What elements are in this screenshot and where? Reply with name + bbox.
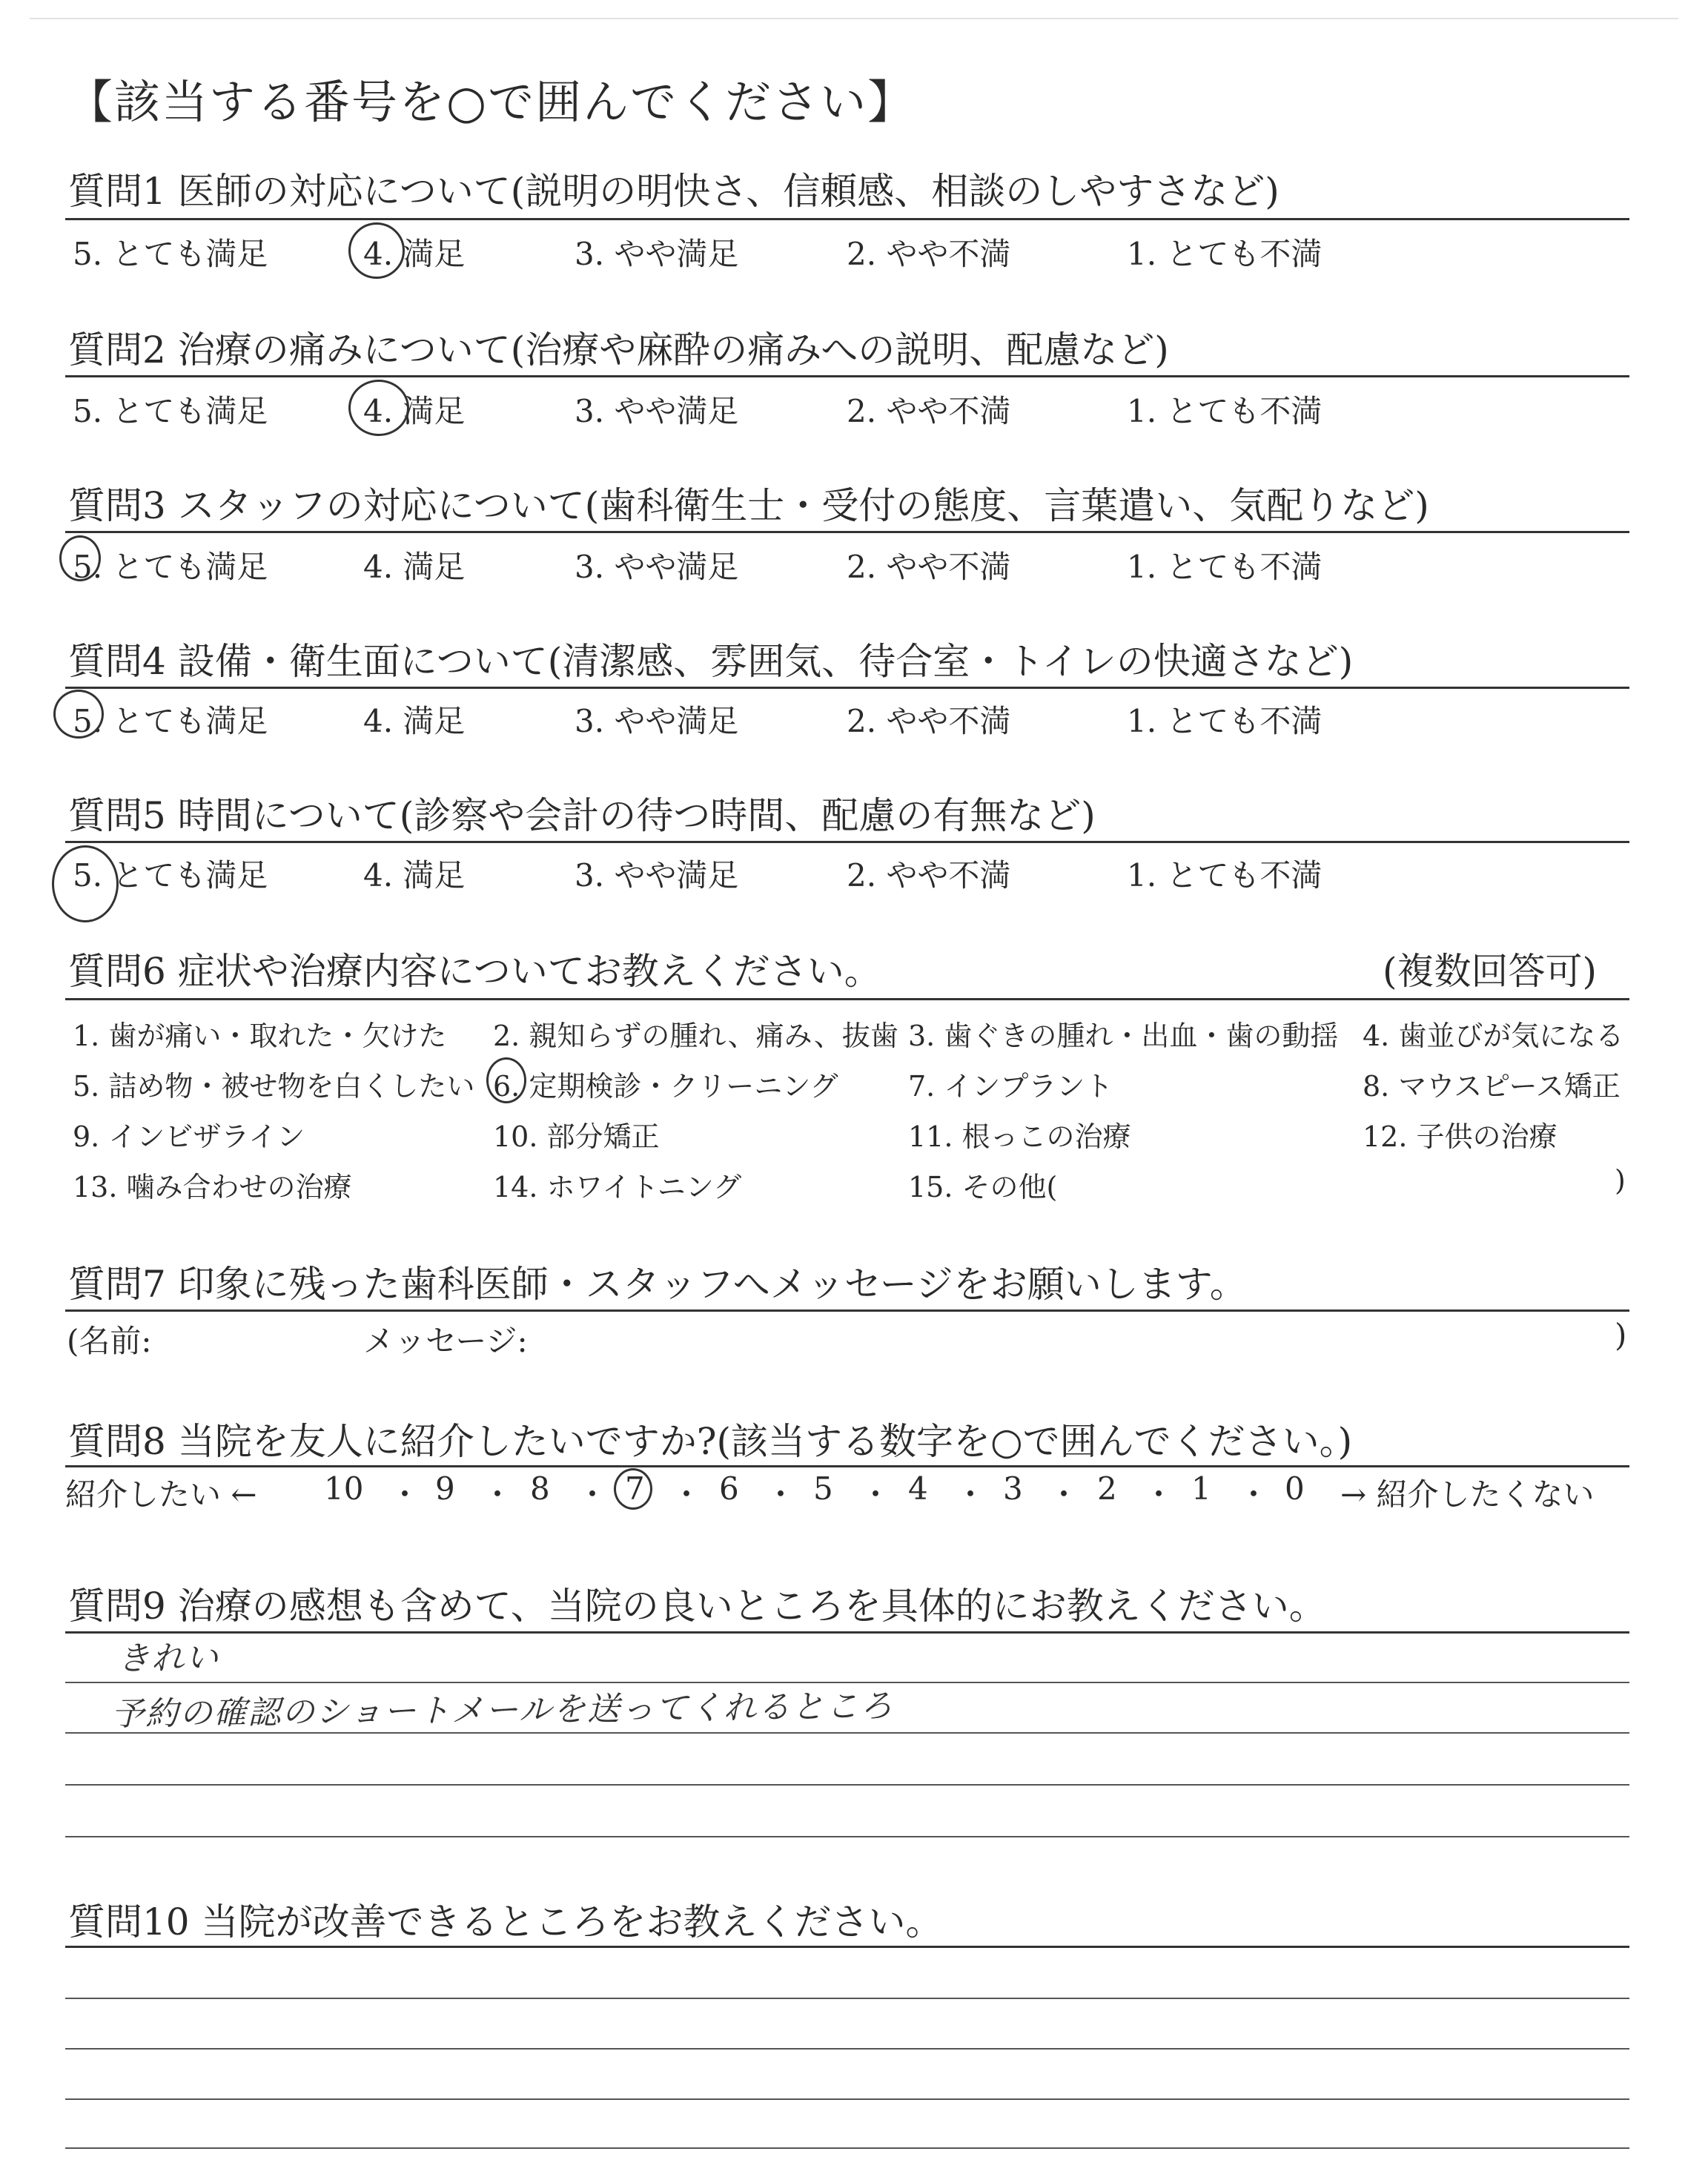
q3-option-3[interactable]: 3. やや満足 <box>575 549 739 585</box>
q8-separator: ・ <box>860 1476 892 1513</box>
q10-writing-line <box>65 2147 1629 2149</box>
q8-score-5[interactable]: 5 <box>813 1470 833 1507</box>
q6-multiple-answers-note: (複数回答可) <box>1382 950 1597 993</box>
q5-option-1[interactable]: 1. とても不満 <box>1127 857 1323 894</box>
q8-selection-circle <box>614 1468 652 1510</box>
q5-option-4[interactable]: 4. 満足 <box>363 857 466 894</box>
q6-item-4[interactable]: 4. 歯並びが気になる <box>1363 1020 1624 1052</box>
q6-selection-circle <box>486 1057 526 1103</box>
q4-option-2[interactable]: 2. やや不満 <box>847 703 1011 739</box>
q8-score-1[interactable]: 1 <box>1191 1470 1211 1507</box>
q8-score-8[interactable]: 8 <box>530 1470 550 1507</box>
q4-option-3[interactable]: 3. やや満足 <box>575 703 739 739</box>
q2-option-1[interactable]: 1. とても不満 <box>1127 393 1323 429</box>
q5-title: 質問5 時間について(診察や会計の待つ時間、配慮の有無など) <box>68 794 1096 837</box>
q9-writing-line <box>65 1732 1629 1734</box>
q8-separator: ・ <box>1048 1476 1080 1513</box>
q4-rule <box>65 687 1629 689</box>
q4-title: 質問4 設備・衛生面について(清潔感、雰囲気、待合室・トイレの快適さなど) <box>68 640 1354 683</box>
q3-option-1[interactable]: 1. とても不満 <box>1127 549 1323 585</box>
q9-writing-line <box>65 1836 1629 1837</box>
q10-rule <box>65 1946 1629 1948</box>
q6-item-11[interactable]: 11. 根っこの治療 <box>908 1120 1131 1153</box>
q9-rule <box>65 1631 1629 1634</box>
q5-option-3[interactable]: 3. やや満足 <box>575 857 739 894</box>
q6-item-6[interactable]: 6. 定期検診・クリーニング <box>493 1070 838 1103</box>
q8-score-2[interactable]: 2 <box>1097 1470 1117 1507</box>
q8-separator: ・ <box>671 1476 703 1513</box>
q8-left-label: 紹介したい ← <box>65 1476 257 1513</box>
q8-separator: ・ <box>577 1476 609 1513</box>
q2-selection-circle <box>348 380 409 436</box>
q8-separator: ・ <box>765 1476 797 1513</box>
q7-message-label: メッセージ: <box>363 1323 528 1359</box>
q8-score-0[interactable]: 0 <box>1285 1470 1305 1507</box>
q6-item-10[interactable]: 10. 部分矯正 <box>493 1120 660 1153</box>
q1-rule <box>65 218 1629 220</box>
q1-title: 質問1 医師の対応について(説明の明快さ、信頼感、相談のしやすさなど) <box>68 170 1280 213</box>
q10-title: 質問10 当院が改善できるところをお教えください。 <box>68 1900 943 1943</box>
q7-name-label: (名前: <box>67 1323 152 1359</box>
q9-writing-line <box>65 1784 1629 1786</box>
q8-rule <box>65 1465 1629 1467</box>
q2-option-4[interactable]: 4. 満足 <box>363 393 466 429</box>
q3-title: 質問3 スタッフの対応について(歯科衛生士・受付の態度、言葉遣い、気配りなど) <box>68 484 1429 527</box>
q3-rule <box>65 531 1629 533</box>
q4-option-1[interactable]: 1. とても不満 <box>1127 703 1323 739</box>
q6-item-7[interactable]: 7. インプラント <box>908 1070 1113 1103</box>
q3-option-4[interactable]: 4. 満足 <box>363 549 466 585</box>
q9-answer-line-2: 予約の確認のショートメールを送ってくれるところ <box>110 1687 895 1734</box>
q1-option-4[interactable]: 4. 満足 <box>363 236 466 272</box>
q10-writing-line <box>65 2048 1629 2050</box>
q6-item-14[interactable]: 14. ホワイトニング <box>493 1171 742 1203</box>
q6-item-13[interactable]: 13. 噛み合わせの治療 <box>73 1171 352 1203</box>
q1-option-2[interactable]: 2. やや不満 <box>847 236 1011 272</box>
q7-rule <box>65 1309 1629 1312</box>
q1-selection-circle <box>348 222 405 279</box>
q8-separator: ・ <box>955 1476 987 1513</box>
q6-item-2[interactable]: 2. 親知らずの腫れ、痛み、抜歯 <box>493 1020 898 1052</box>
q5-option-2[interactable]: 2. やや不満 <box>847 857 1011 894</box>
top-divider <box>30 18 1678 19</box>
q8-score-7[interactable]: 7 <box>625 1470 645 1507</box>
q5-option-5[interactable]: 5. とても満足 <box>73 857 268 894</box>
q6-rule <box>65 998 1629 1000</box>
q6-item-15[interactable]: 15. その他( <box>908 1171 1058 1203</box>
instruction-heading: 【該当する番号を○で囲んでください】 <box>67 75 916 129</box>
q7-close-paren: ) <box>1615 1317 1627 1353</box>
q9-title: 質問9 治療の感想も含めて、当院の良いところを具体的にお教えください。 <box>68 1585 1326 1628</box>
q2-option-5[interactable]: 5. とても満足 <box>73 393 268 429</box>
q5-selection-circle <box>52 845 119 922</box>
q1-option-5[interactable]: 5. とても満足 <box>73 236 268 272</box>
q8-score-3[interactable]: 3 <box>1003 1470 1023 1507</box>
q8-score-4[interactable]: 4 <box>908 1470 928 1507</box>
q8-separator: ・ <box>389 1476 421 1513</box>
q10-writing-line <box>65 2098 1629 2100</box>
q3-option-2[interactable]: 2. やや不満 <box>847 549 1011 585</box>
q6-item-12[interactable]: 12. 子供の治療 <box>1363 1120 1558 1153</box>
q2-title: 質問2 治療の痛みについて(治療や麻酔の痛みへの説明、配慮など) <box>68 328 1169 371</box>
q8-score-10[interactable]: 10 <box>324 1470 364 1507</box>
q5-rule <box>65 841 1629 843</box>
q9-answer-line-1: きれい <box>116 1639 220 1678</box>
q8-right-label: → 紹介したくない <box>1340 1476 1595 1513</box>
q3-selection-circle <box>59 535 101 581</box>
q8-separator: ・ <box>482 1476 514 1513</box>
q6-item-3[interactable]: 3. 歯ぐきの腫れ・出血・歯の動揺 <box>908 1020 1339 1052</box>
q7-title: 質問7 印象に残った歯科医師・スタッフへメッセージをお願いします。 <box>68 1263 1247 1306</box>
q6-item-9[interactable]: 9. インビザライン <box>73 1120 305 1153</box>
q8-score-6[interactable]: 6 <box>719 1470 739 1507</box>
q2-option-3[interactable]: 3. やや満足 <box>575 393 739 429</box>
q4-selection-circle <box>53 690 104 739</box>
q2-option-2[interactable]: 2. やや不満 <box>847 393 1011 429</box>
q2-rule <box>65 375 1629 377</box>
q6-item-8[interactable]: 8. マウスピース矯正 <box>1363 1070 1621 1103</box>
q4-option-5[interactable]: 5. とても満足 <box>73 703 268 739</box>
q6-item-5[interactable]: 5. 詰め物・被せ物を白くしたい <box>73 1070 475 1103</box>
q6-item-1[interactable]: 1. 歯が痛い・取れた・欠けた <box>73 1020 447 1052</box>
q4-option-4[interactable]: 4. 満足 <box>363 703 466 739</box>
q10-writing-line <box>65 1998 1629 1999</box>
q6-title: 質問6 症状や治療内容についてお教えください。 <box>68 950 881 993</box>
q6-other-close-paren: ) <box>1615 1164 1626 1197</box>
q8-separator: ・ <box>1143 1476 1175 1513</box>
q8-title: 質問8 当院を友人に紹介したいですか?(該当する数字を○で囲んでください。) <box>68 1420 1353 1463</box>
q8-separator: ・ <box>1238 1476 1270 1513</box>
q1-option-3[interactable]: 3. やや満足 <box>575 236 739 272</box>
q1-option-1[interactable]: 1. とても不満 <box>1127 236 1323 272</box>
q8-score-9[interactable]: 9 <box>435 1470 455 1507</box>
q3-option-5[interactable]: 5. とても満足 <box>73 549 268 585</box>
